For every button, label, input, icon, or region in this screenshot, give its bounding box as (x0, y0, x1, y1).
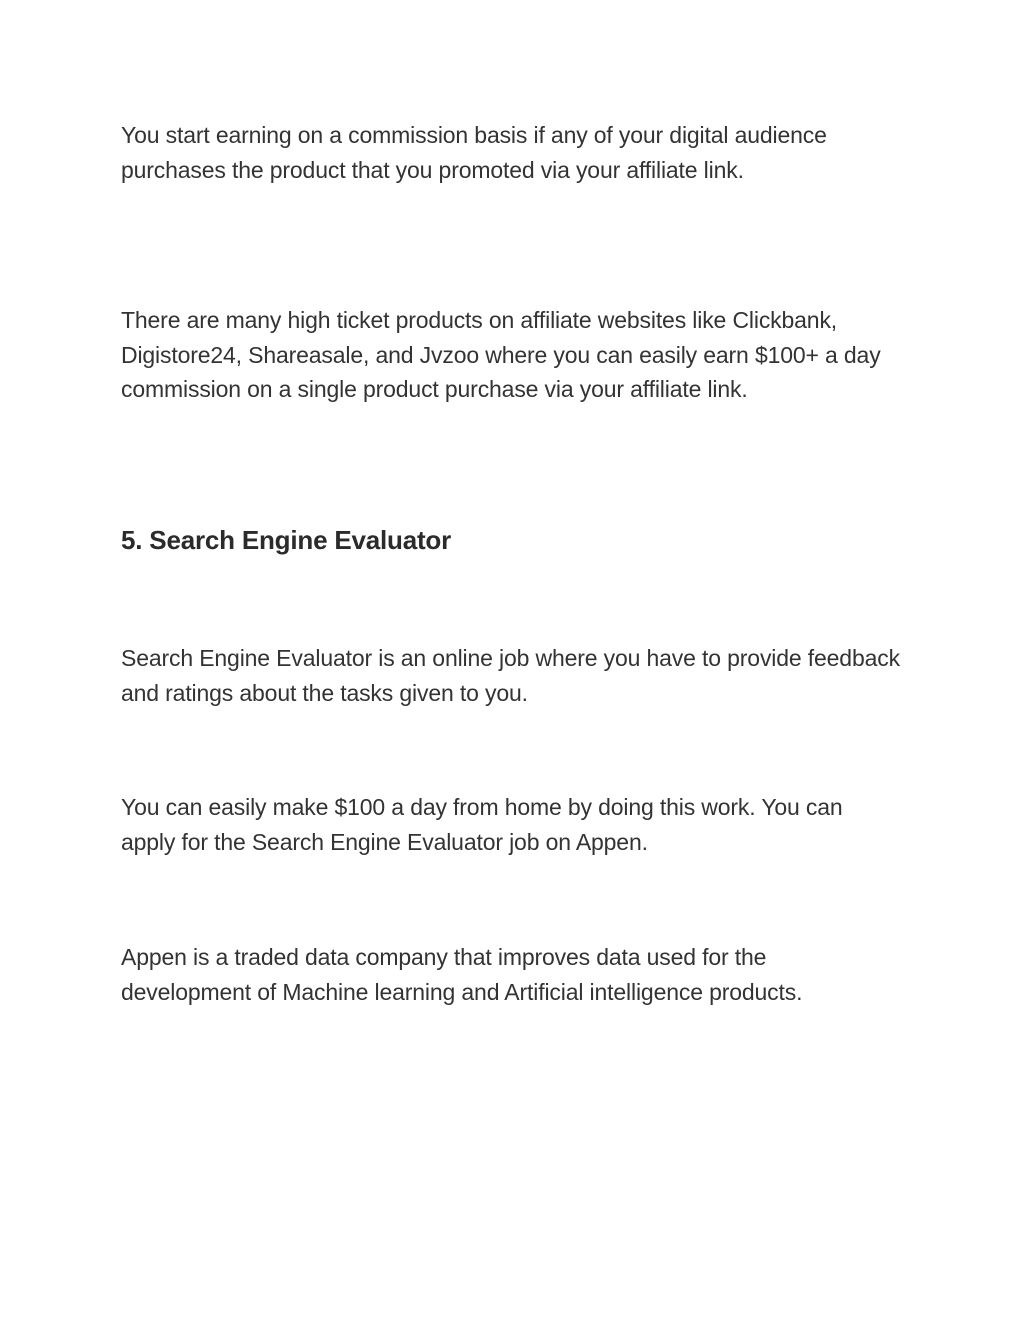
paragraph-high-ticket-products: There are many high ticket products on affiliate websites like Clickbank, Digistore24, Shareasale, and Jvzoo where you can easily earn $100+ a day commission on a single product purchase via your affiliate link. (121, 307, 881, 403)
paragraph-appen-description: Appen is a traded data company that improves data used for the development of Machine learning and Artificial intelligence products. (121, 944, 803, 1005)
section-heading-search-engine-evaluator: 5. Search Engine Evaluator (121, 525, 452, 555)
paragraph-commission-basis: You start earning on a commission basis if any of your digital audience purchases the product that you promoted via your affiliate link. (121, 122, 827, 183)
paragraph-earn-from-home: You can easily make $100 a day from home by doing this work. You can apply for the Search Engine Evaluator job on Appen. (121, 794, 843, 855)
paragraph-evaluator-description: Search Engine Evaluator is an online job where you have to provide feedback and ratings about the tasks given to you. (121, 645, 900, 706)
